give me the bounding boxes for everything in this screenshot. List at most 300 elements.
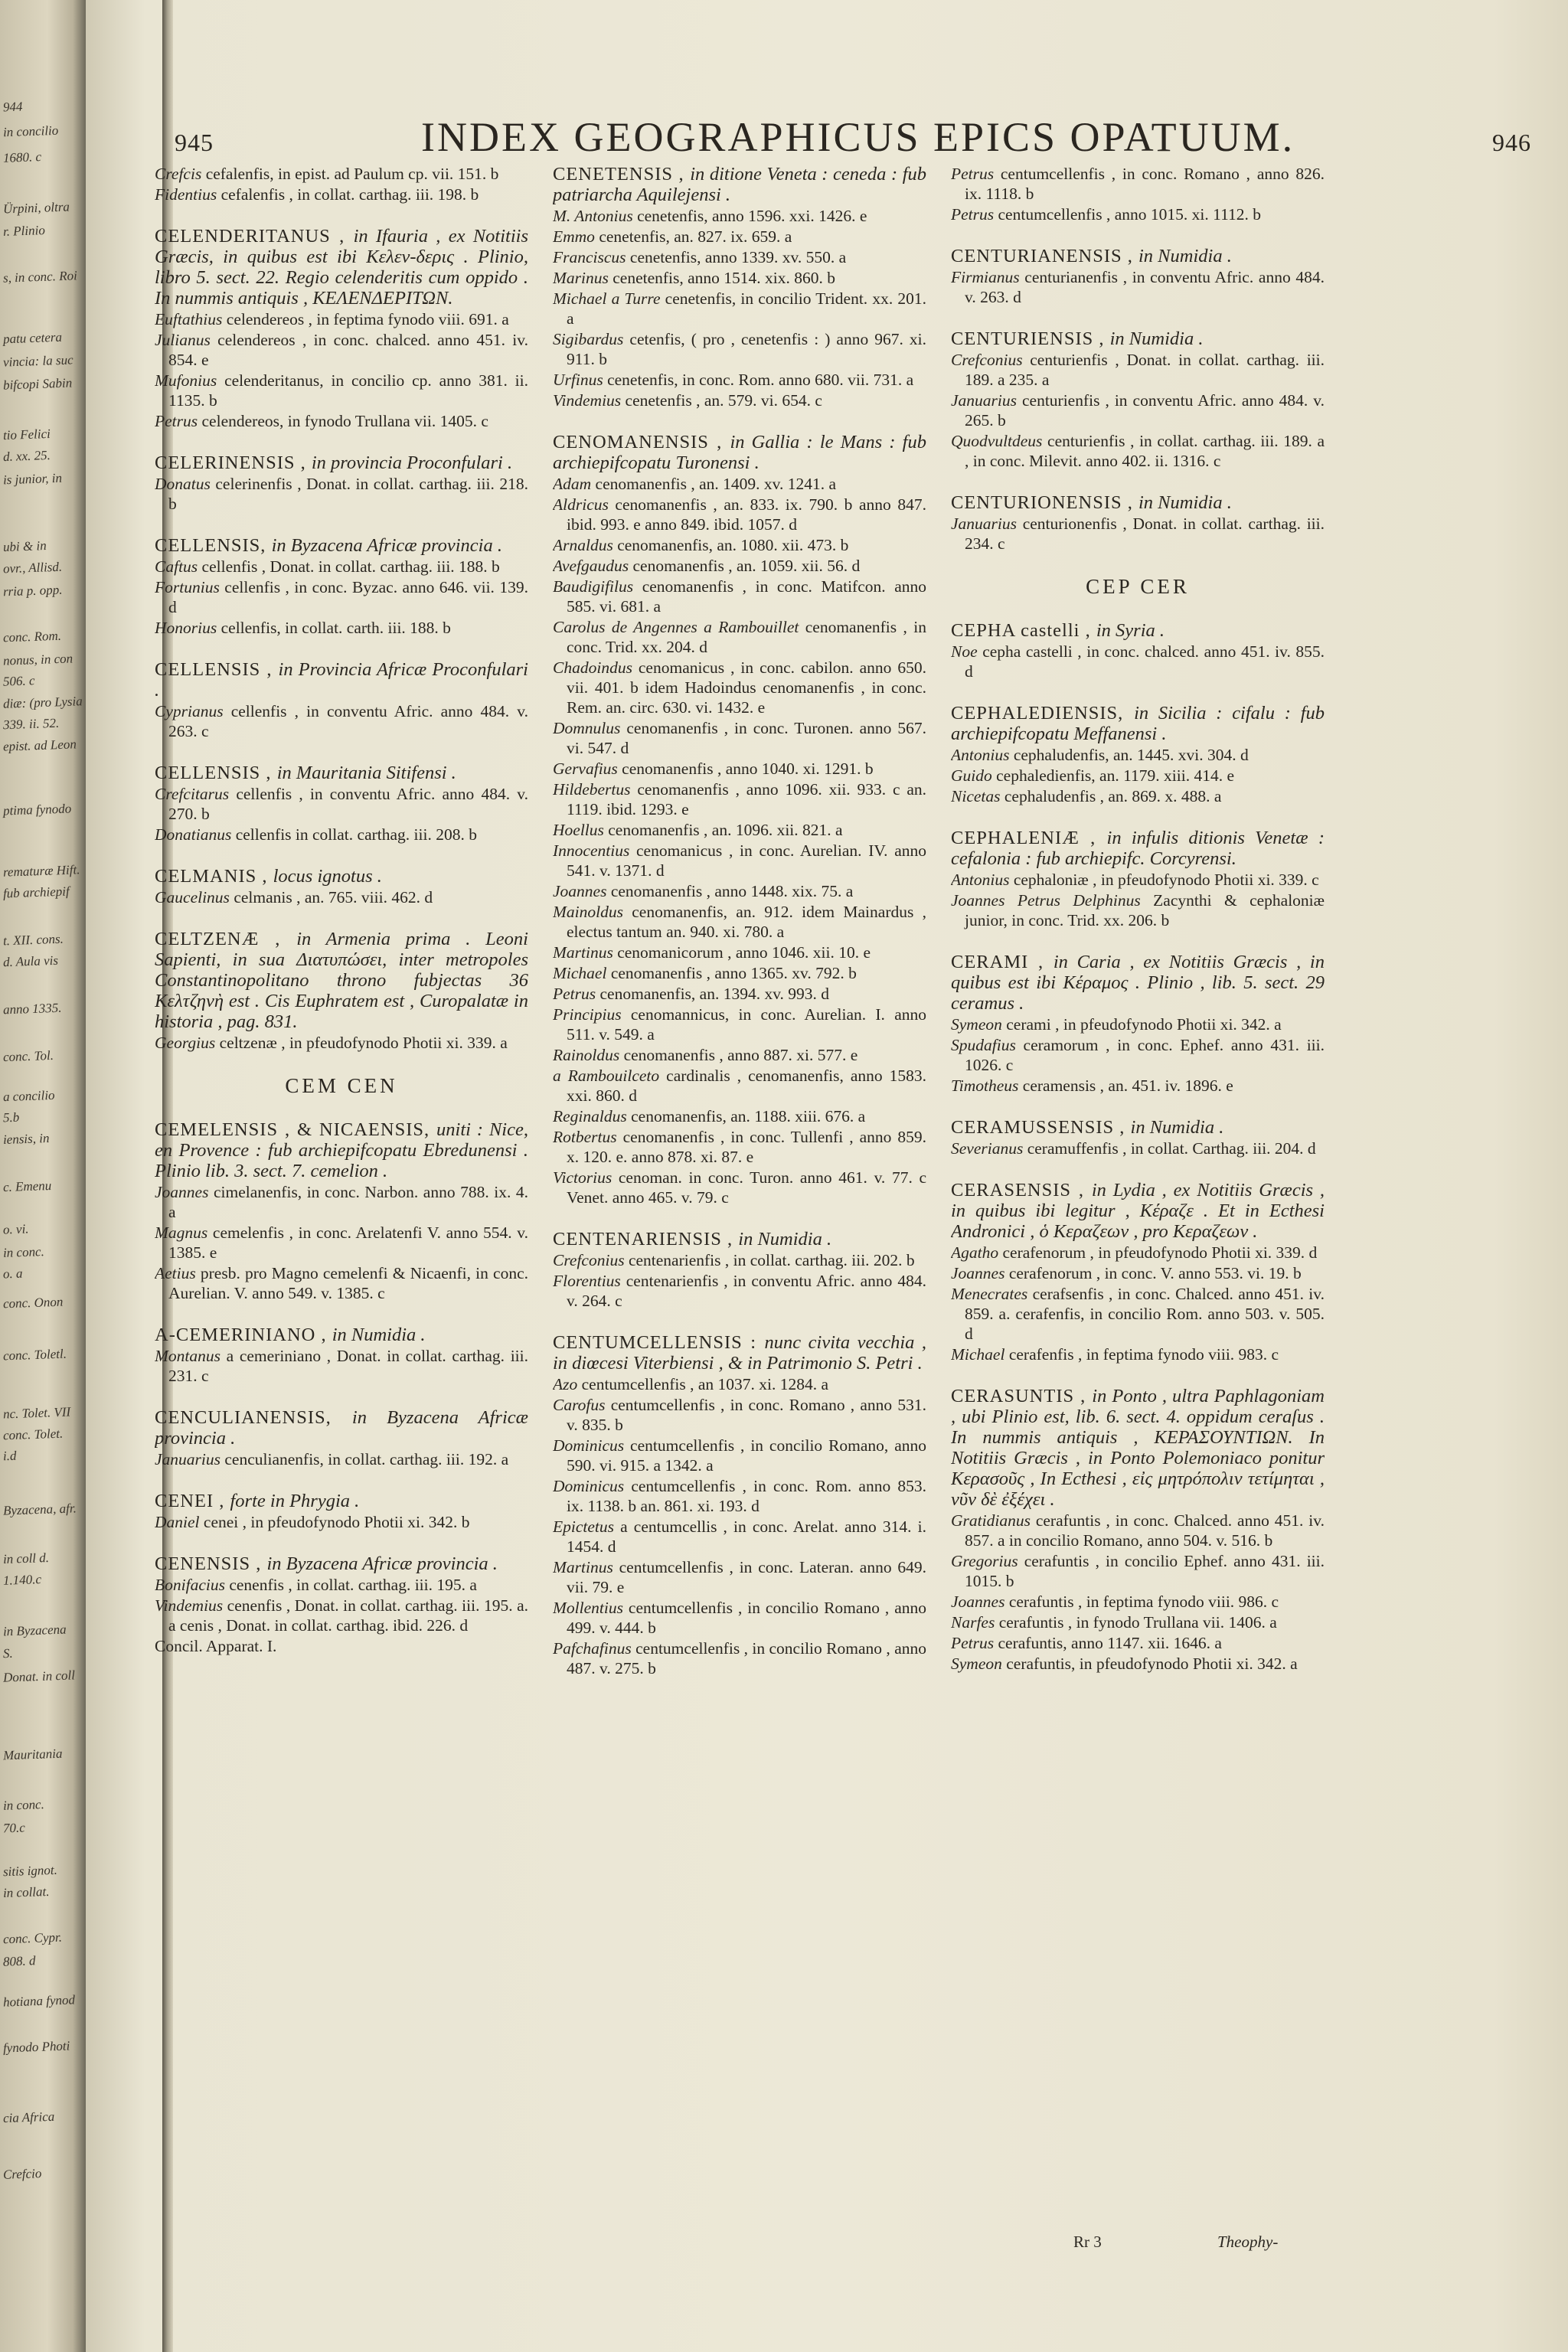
entry-heading <box>155 226 528 309</box>
see-name: CELERINENSIS , <box>155 452 312 473</box>
bishop-name: Victorius <box>553 1168 612 1187</box>
see-description: in Numidia . <box>738 1229 832 1250</box>
bishop-name: Noe <box>951 642 978 661</box>
index-column-1 <box>155 164 528 1677</box>
bishop-name: Dominicus <box>553 1477 625 1495</box>
bishop-reference: cenomanicus , in conc. cabilon. anno 650. vii. 401. b idem Hadoindus cenomanenfis , in conc. Rem. an. circ. 630. vi. 1432. e <box>567 658 926 717</box>
see-description: in Byzacena Africæ provincia . <box>271 535 502 556</box>
facing-page-text-fragment: cia Africa <box>2 2109 55 2126</box>
facing-page-text-fragment: fynodo Photi <box>2 2038 70 2056</box>
bishop-name: Franciscus <box>553 248 626 266</box>
bishop-line <box>553 881 926 901</box>
bishop-line <box>553 1271 926 1311</box>
bishop-name: Symeon <box>951 1655 1002 1673</box>
index-entry <box>951 1386 1325 1674</box>
entry-heading <box>553 432 926 473</box>
entry-heading <box>155 535 528 556</box>
bishop-name: Honorius <box>155 619 217 637</box>
index-entry <box>155 1119 528 1303</box>
bishop-name: M. Antonius <box>553 207 633 225</box>
bishop-reference: cellenfis , Donat. in collat. carthag. iii. 188. b <box>198 557 500 576</box>
bishop-line <box>553 329 926 369</box>
bishop-reference: cerafuntis, in pfeudofynodo Photii xi. 342. a <box>1001 1655 1298 1673</box>
bishop-name: Euftathius <box>155 310 223 328</box>
bishop-reference: cenomanenfis , in conc. Turonen. anno 567. vi. 547. d <box>567 719 926 757</box>
bishop-line <box>951 1633 1325 1653</box>
entry-heading <box>155 1491 528 1511</box>
bishop-reference: cardinalis , cenomanenfis, anno 1583. xxi. 860. d <box>567 1067 926 1105</box>
facing-page-text-fragment: conc. Rom. <box>2 628 62 645</box>
entry-heading <box>951 246 1325 266</box>
entry-heading <box>155 659 528 701</box>
bishop-name: Joannes <box>553 882 607 900</box>
bishop-reference: cenomanenfis , anno 1040. xi. 1291. b <box>617 760 874 778</box>
bishop-line <box>951 890 1325 930</box>
see-description: in Ponto , ultra Paphlagoniam , ubi Plinio est, lib. 6. sect. 4. <box>951 1386 1325 1427</box>
see-name: CERAMI , <box>951 952 1054 972</box>
facing-page-text-fragment: is junior, in <box>2 470 63 488</box>
bishop-name: Baudigifilus <box>553 577 634 596</box>
bishop-reference: cenomanenfis , an. 833. ix. 790. b anno 847. ibid. 993. e anno 849. ibid. 1057. d <box>567 495 926 534</box>
see-description: In Notitiis Græcis , in Ponto Polemoniaco ponitur Κερασοῦς , In Ecthesi , εἰς μητρόπολιν τετίμηται , νῦν δὲ ἐξέχει . <box>951 1427 1325 1510</box>
see-description: in ditione Veneta : <box>690 164 834 185</box>
bishop-name: Mufonius <box>155 371 217 390</box>
facing-page-text-fragment: 944 <box>2 99 23 115</box>
index-entry <box>553 432 926 1207</box>
see-name: CENTURIANENSIS , <box>951 246 1138 266</box>
bishop-line <box>155 309 528 329</box>
bishop-name: Antonius <box>951 746 1010 764</box>
bishop-line <box>155 1182 528 1222</box>
see-description: In nummis antiquis , <box>951 1427 1155 1448</box>
see-name: CENETENSIS , <box>553 164 691 185</box>
bishop-reference: celtzenæ , in pfeudofynodo Photii xi. 339. a <box>215 1034 508 1052</box>
bishop-name: Quodvultdeus <box>951 432 1043 450</box>
index-entry <box>951 1180 1325 1364</box>
bishop-reference: cenetenfis, in concilio Trident. xx. 201. a <box>567 289 926 328</box>
facing-page-text-fragment: in Byzacena <box>2 1622 67 1639</box>
see-name: CEPHA castelli , <box>951 620 1096 641</box>
bishop-line <box>553 820 926 840</box>
see-description: in Numidia . <box>1130 1117 1224 1138</box>
bishop-reference: cerafuntis, anno 1147. xii. 1646. a <box>994 1634 1222 1652</box>
bishop-reference: cenomanicus , in conc. Aurelian. IV. anno 541. v. 1371. d <box>567 841 926 880</box>
bishop-name: Hoellus <box>553 821 604 839</box>
bishop-line <box>553 1066 926 1106</box>
see-description: in Caria , ex Notitiis Græcis , in quibus est ibi Κέραμος . Plinio , lib. 5. sect. 29 <box>951 952 1325 993</box>
bishop-reference: centumcellenfis , in conc. Romano , anno 531. v. 835. b <box>567 1396 926 1434</box>
bishop-reference: cerami , in pfeudofynodo Photii xi. 342. a <box>1001 1015 1282 1034</box>
bishop-reference: cenomanenfis , anno 1448. xix. 75. a <box>606 882 854 900</box>
bishop-name: Carolus de Angennes a Rambouillet <box>553 618 799 636</box>
see-description: in Sicilia : <box>1134 703 1233 724</box>
bishop-line <box>155 701 528 741</box>
bishop-line <box>155 1575 528 1595</box>
bishop-line <box>155 1033 528 1053</box>
bishop-reference: celmanis , an. 765. viii. 462. d <box>229 888 433 906</box>
see-description: in Gallia : <box>730 432 820 452</box>
bishop-reference: cimelanenfis, in conc. Narbon. anno 788. ix. 4. a <box>168 1183 528 1221</box>
bishop-reference: cerafuntis , in fynodo Trullana vii. 1406. a <box>995 1613 1277 1632</box>
bishop-name: Joannes <box>951 1592 1005 1611</box>
bishop-reference: cenomanenfis , an. 1096. xii. 821. a <box>603 821 843 839</box>
see-description: in Armenia prima . Leoni Sapienti, in sua Διατυπώσει, inter metropoles Constantinopolitano throno fubjectas 36 Κελτζηνὴ est . Cis Euphratem est , Curopalatæ in historia , pag. 831. <box>155 929 528 1032</box>
see-description: oppidum ceraſus . <box>1186 1406 1325 1427</box>
bishop-line <box>951 514 1325 554</box>
index-entry <box>155 763 528 844</box>
bishop-line <box>553 1395 926 1435</box>
bishop-reference: cephaledienfis, an. 1179. xiii. 414. e <box>991 766 1234 785</box>
bishop-name: Crefconius <box>951 351 1023 369</box>
bishop-line <box>155 618 528 638</box>
bishop-name: Chadoindus <box>553 658 632 677</box>
facing-page-text-fragment: hotiana fynod <box>2 1992 76 2010</box>
see-name: CENTENARIENSIS , <box>553 1229 739 1250</box>
entry-heading <box>951 703 1325 744</box>
bishop-name: Michael <box>951 1345 1005 1364</box>
bishop-name: Firmianus <box>951 268 1020 286</box>
bishop-reference: cenei , in pfeudofynodo Photii xi. 342. b <box>199 1513 470 1531</box>
index-entry <box>155 226 528 431</box>
bishop-name: Joannes <box>951 1264 1005 1282</box>
bishop-name: Mollentius <box>553 1599 623 1617</box>
entry-heading <box>951 952 1325 1014</box>
see-description: nunc civita vecchia , <box>764 1332 926 1353</box>
bishop-line <box>951 1592 1325 1612</box>
bishop-reference: cephaludenfis , an. 869. x. 488. a <box>1000 787 1222 805</box>
bishop-line <box>553 474 926 494</box>
bishop-name: Symeon <box>951 1015 1002 1034</box>
bishop-reference: cenomanenfis , an. 1059. xii. 56. d <box>629 557 861 575</box>
see-description: cemelion . <box>310 1161 388 1181</box>
see-name: CENTUMCELLENSIS : <box>553 1332 765 1353</box>
bishop-reference: cephaloniæ , in pfeudofynodo Photii xi. 339. c <box>1009 871 1319 889</box>
facing-page-text-fragment: o. a <box>2 1266 23 1282</box>
bishop-reference: cenomanenfis, an. 1394. xv. 993. d <box>596 985 830 1003</box>
index-entry <box>951 164 1325 224</box>
bishop-name: Urfinus <box>553 371 603 389</box>
see-description: fub archiepifcopatu Ebredunensi . Plinio lib. 3. sect. 7. <box>155 1140 528 1181</box>
bishop-line <box>553 495 926 534</box>
see-name: CELLENSIS, <box>155 535 272 556</box>
bishop-line <box>155 330 528 370</box>
bishop-reference: cerafuntis , in concilio Ephef. anno 431. iii. 1015. b <box>965 1552 1325 1590</box>
see-name: CELLENSIS , <box>155 659 279 680</box>
facing-page-text-fragment: o. vi. <box>2 1221 29 1237</box>
bishop-name: Vindemius <box>155 1596 224 1615</box>
see-name: CENOMANENSIS , <box>553 432 730 452</box>
section-heading: CEM CEN <box>285 1074 398 1097</box>
bishop-line <box>155 185 528 204</box>
bishop-line <box>553 535 926 555</box>
facing-page-text-fragment: in coll d. <box>2 1550 50 1567</box>
bishop-line <box>553 1374 926 1394</box>
see-description: Regio celenderitis cum oppido . <box>285 267 528 288</box>
bishop-name: Aetius <box>155 1264 196 1282</box>
bishop-name: Martinus <box>553 943 613 962</box>
bishop-line <box>553 1004 926 1044</box>
facing-page-text-fragment: nonus, in con <box>2 651 74 668</box>
bishop-line <box>951 1035 1325 1075</box>
facing-page-text-fragment: S. <box>2 1645 14 1661</box>
see-description: in Numidia . <box>332 1325 426 1345</box>
bishop-line <box>155 887 528 907</box>
bishop-reference: centumcellenfis , anno 1015. xi. 1112. b <box>994 205 1262 224</box>
facing-page-text-fragment: conc. Cypr. <box>2 1929 63 1947</box>
bishop-name: Gratidianus <box>951 1511 1031 1530</box>
bishop-name: Joannes Petrus Delphinus <box>951 891 1141 910</box>
index-entry <box>155 1553 528 1656</box>
bishop-reference: centurienfis , Donat. in collat. carthag. iii. 189. a 235. a <box>965 351 1325 389</box>
bishop-name: Azo <box>553 1375 578 1393</box>
bishop-reference: cellenfis, in collat. carth. iii. 188. b <box>217 619 451 637</box>
bishop-name: Petrus <box>951 205 995 224</box>
facing-page-text-fragment: ptima fynodo <box>2 801 72 818</box>
bishop-reference: centurienfis , in collat. carthag. iii. 189. a , in conc. Milevit. anno 402. ii. 1316. c <box>965 432 1325 470</box>
bishop-reference: celendereos , in feptima fynodo viii. 691. a <box>222 310 509 328</box>
bishop-line <box>155 474 528 514</box>
bishop-reference: ceramuffenfis , in collat. Carthag. iii. 204. d <box>1023 1139 1316 1158</box>
see-name: CELTZENÆ , <box>155 929 297 949</box>
see-description: In nummis antiquis , <box>155 288 313 309</box>
bishop-reference: cenetenfis, an. 827. ix. 659. a <box>594 227 792 246</box>
facing-page-text-fragment: r. Plinio <box>2 223 46 239</box>
bishop-reference: cenomanicorum , anno 1046. xii. 10. e <box>612 943 871 962</box>
entry-heading <box>553 1332 926 1374</box>
bishop-line <box>155 411 528 431</box>
index-column-2 <box>553 164 926 1700</box>
bishop-name: Pafchafinus <box>553 1639 632 1658</box>
see-description: in Numidia . <box>1138 246 1232 266</box>
bishop-reference: cenomanenfis , anno 887. xi. 577. e <box>619 1046 858 1064</box>
bishop-name: Arnaldus <box>553 536 613 554</box>
entry-heading <box>155 763 528 783</box>
bishop-reference: cellenfis , in conventu Afric. anno 484. v. 263. c <box>168 702 528 740</box>
bishop-name: Hildebertus <box>553 780 631 799</box>
bishop-line <box>553 1557 926 1597</box>
bishop-line <box>951 1654 1325 1674</box>
facing-page-text-fragment: patu cetera <box>2 329 63 347</box>
facing-page-text-fragment: ubi & in <box>2 538 47 554</box>
facing-page-text-fragment: c. Emenu <box>2 1178 52 1195</box>
bishop-reference: cerafuntis , in feptima fynodo viii. 986. c <box>1004 1592 1279 1611</box>
bishop-line <box>155 1636 528 1656</box>
bishop-name: Crefcis <box>155 165 202 183</box>
bishop-line <box>553 1517 926 1557</box>
see-description: ceramus . <box>951 993 1024 1014</box>
see-description: uniti : <box>436 1119 489 1140</box>
bishop-reference: cenomanenfis , in conc. Matifcon. anno 585. vi. 681. a <box>567 577 926 616</box>
bishop-reference: cephaludenfis, an. 1445. xvi. 304. d <box>1009 746 1249 764</box>
see-description: locus ignotus . <box>273 866 382 887</box>
index-entry <box>951 620 1325 681</box>
entry-heading <box>155 1553 528 1574</box>
bishop-name: Petrus <box>553 985 596 1003</box>
facing-page-text-fragment: fub archiepif <box>2 884 70 901</box>
bishop-name: Principius <box>553 1005 622 1024</box>
entry-heading <box>951 1180 1325 1242</box>
bishop-reference: cenomanenfis , an. 1409. xv. 1241. a <box>591 475 837 493</box>
bishop-line <box>553 289 926 328</box>
bishop-name: Reginaldus <box>553 1107 627 1125</box>
catchword: Theophy- <box>1217 2233 1279 2251</box>
bishop-name: Julianus <box>155 331 211 349</box>
bishop-name: Vindemius <box>553 391 622 410</box>
bishop-reference: cerafuntis , in conc. Chalced. anno 451. iv. 857. a in concilio Romano, anno 504. v. 516. b <box>965 1511 1325 1550</box>
see-description: in Ifauria , ex Notitiis Græcis, in quibus est ibi Κελεν-δερις . Plinio, libro 5. sect. 22. <box>155 226 528 288</box>
bishop-line <box>155 164 528 184</box>
bishop-name: Fortunius <box>155 578 220 596</box>
see-description: in Lydia , ex Notitiis Græcis , in quibus ibi legitur , Κέραζε . Et in Ecthesi Andronici , ὁ Κεραζεων , <box>951 1180 1325 1242</box>
facing-page-text-fragment: 339. ii. 52. <box>2 715 60 733</box>
see-name: CENENSIS , <box>155 1553 267 1574</box>
facing-page-text-fragment: Ürpini, oltra <box>2 199 70 217</box>
bishop-name: Januarius <box>951 514 1017 533</box>
see-description: ceneda : <box>833 164 903 185</box>
bishop-reference: cenetenfis, anno 1514. xix. 860. b <box>608 269 836 287</box>
bishop-line <box>951 1511 1325 1550</box>
bishop-reference: cepha castelli , in conc. chalced. anno 451. iv. 855. d <box>965 642 1325 681</box>
entry-heading <box>951 328 1325 349</box>
bishop-name: a Rambouilceto <box>553 1067 660 1085</box>
signature-mark: Rr 3 <box>1073 2233 1102 2251</box>
bishop-line <box>951 766 1325 786</box>
index-entry <box>951 952 1325 1096</box>
bishop-name: Michael a Turre <box>553 289 661 308</box>
page-header <box>168 113 1568 167</box>
index-entry <box>951 1117 1325 1158</box>
bishop-name: Gregorius <box>951 1552 1018 1570</box>
bishop-line <box>951 164 1325 204</box>
bishop-line <box>553 658 926 717</box>
entry-heading <box>155 1119 528 1181</box>
bishop-reference: cenetenfis, anno 1339. xv. 550. a <box>626 248 847 266</box>
bishop-line <box>553 1436 926 1475</box>
bishop-reference: centurienfis , in conventu Afric. anno 484. v. 265. b <box>965 391 1325 430</box>
bishop-reference: centumcellenfis , in concilio Romano , anno 499. v. 444. b <box>567 1599 926 1637</box>
facing-page-fragment <box>0 0 86 2352</box>
facing-page-text-fragment: in collat. <box>2 1883 50 1901</box>
bishop-line <box>951 1284 1325 1344</box>
bishop-name: Narfes <box>951 1613 995 1632</box>
see-description: in Numidia . <box>1138 492 1232 513</box>
bishop-line <box>951 390 1325 430</box>
bishop-line <box>155 1596 528 1635</box>
see-name: CERASUNTIS , <box>951 1386 1093 1406</box>
index-entry <box>155 866 528 907</box>
facing-page-text-fragment: anno 1335. <box>2 1000 62 1018</box>
bishop-name: Crefcitarus <box>155 785 230 803</box>
bishop-name: Sigibardus <box>553 330 624 348</box>
see-description: in provincia Proconfulari . <box>311 452 513 473</box>
see-name: A-CEMERINIANO , <box>155 1325 332 1345</box>
bishop-line <box>951 350 1325 390</box>
see-name: CERASENSIS , <box>951 1180 1092 1200</box>
bishop-name: Adam <box>553 475 592 493</box>
bishop-line <box>155 1512 528 1532</box>
see-name: CEMELENSIS , & NICAENSIS, <box>155 1119 437 1140</box>
facing-page-text-fragment: 808. d <box>2 1953 36 1969</box>
entry-heading <box>155 1407 528 1449</box>
bishop-name: Spudafius <box>951 1036 1016 1054</box>
facing-page-text-fragment: conc. Onon <box>2 1294 64 1312</box>
bishop-reference: cefalenfis , in collat. carthag. iii. 198. b <box>217 185 479 204</box>
see-name: CELENDERITANUS , <box>155 226 354 247</box>
bishop-line <box>951 1138 1325 1158</box>
bishop-line <box>553 1127 926 1167</box>
facing-page-text-fragment: rria p. opp. <box>2 582 63 599</box>
entry-heading <box>951 1386 1325 1510</box>
index-entry <box>155 1491 528 1532</box>
see-name: CERAMUSSENSIS , <box>951 1117 1131 1138</box>
bishop-name: Severianus <box>951 1139 1024 1158</box>
bishop-line <box>553 1168 926 1207</box>
see-name: CENTURIONENSIS , <box>951 492 1138 513</box>
entry-heading <box>155 929 528 1032</box>
bishop-name: Menecrates <box>951 1285 1028 1303</box>
bishop-reference: celenderitanus, in concilio cp. anno 381. ii. 1135. b <box>168 371 528 410</box>
index-entry <box>553 164 926 410</box>
index-entry <box>155 452 528 514</box>
see-description: pro Κεραζεων . <box>1142 1221 1258 1242</box>
bishop-reference: ceramensis , an. 451. iv. 1896. e <box>1018 1076 1233 1095</box>
bishop-line <box>155 1449 528 1469</box>
facing-page-text-fragment: sitis ignot. <box>2 1862 58 1880</box>
facing-page-text-fragment: ovr., Allisd. <box>2 559 63 577</box>
left-page-number: 945 <box>175 129 214 156</box>
bishop-reference: cenomanenfis, an. 1080. xii. 473. b <box>612 536 849 554</box>
facing-page-text-fragment: diæ: (pro Lysia <box>2 694 83 711</box>
bishop-name: Petrus <box>951 1634 995 1652</box>
facing-page-text-fragment: 1680. c <box>2 149 42 165</box>
see-description: le Mans : <box>819 432 903 452</box>
bishop-reference: celerinenfis , Donat. in collat. carthag. iii. 218. b <box>168 475 528 513</box>
see-description: forte in Phrygia . <box>230 1491 360 1511</box>
index-entry <box>951 828 1325 930</box>
bishop-name: Petrus <box>155 412 198 430</box>
entry-heading <box>155 866 528 887</box>
bishop-name: Petrus <box>951 165 995 183</box>
bishop-name: Rotbertus <box>553 1128 617 1146</box>
facing-page-text-fragment: vincia: la suc <box>2 352 74 370</box>
see-description: fub archiepifcopatu Meffanensi . <box>951 703 1325 744</box>
bishop-reference: centenarienfis , in conventu Afric. anno 484. v. 264. c <box>567 1272 926 1310</box>
entry-heading <box>951 1117 1325 1138</box>
see-description: in diœcesi Viterbiensi , & in Patrimonio S. Petri . <box>553 1353 923 1374</box>
bishop-reference: presb. pro Magno cemelenfi & Nicaenfi, in conc. Aurelian. V. anno 549. v. 1385. c <box>168 1264 528 1302</box>
bishop-reference: cefalenfis, in epist. ad Paulum cp. vii. 151. b <box>201 165 499 183</box>
bishop-line <box>155 784 528 824</box>
bishop-line <box>553 1106 926 1126</box>
bishop-name: Agatho <box>951 1243 999 1262</box>
see-description: in Byzacena Africæ provincia . <box>155 1407 528 1449</box>
see-description: in Syria . <box>1096 620 1165 641</box>
bishop-name: Cyprianus <box>155 702 224 720</box>
facing-page-text-fragment: tio Felici <box>2 426 51 443</box>
bishop-name: Montanus <box>155 1347 220 1365</box>
see-description: in infulis ditionis Venetæ : <box>1106 828 1325 848</box>
bishop-line <box>553 902 926 942</box>
bishop-name: Marinus <box>553 269 609 287</box>
see-description: fub archiepifc. Corcyrensi. <box>1036 848 1236 869</box>
bishop-line <box>553 718 926 758</box>
index-entry <box>951 492 1325 554</box>
bishop-line <box>553 206 926 226</box>
entry-heading <box>553 164 926 205</box>
facing-page-text-fragment: in concilio <box>2 122 59 140</box>
facing-page-text-fragment: a concilio <box>2 1087 55 1105</box>
see-name: CEPHALEDIENSIS, <box>951 703 1135 724</box>
